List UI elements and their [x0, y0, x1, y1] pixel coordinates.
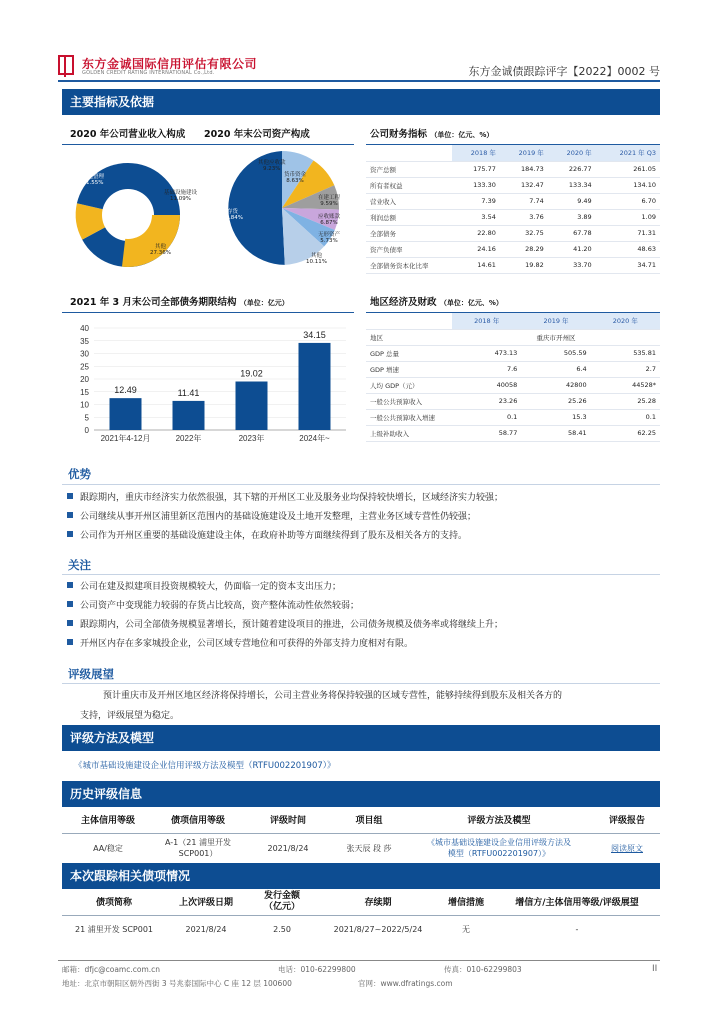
revenue-label-land: 土地整理 61.55% — [82, 174, 105, 187]
assets-label-cash: 货币资金 8.63% — [284, 172, 307, 185]
concern-item: 跟踪期内，公司全部债务规模显著增长，预计随着建设项目的推进，公司债务规模及债务率或将继续上升； — [80, 617, 503, 630]
section-method: 评级方法及模型 — [62, 725, 660, 751]
advantage-item: 跟踪期内，重庆市经济实力依然很强，其下辖的开州区工业及服务业均保持较快增长，区域经济实力较强； — [80, 490, 503, 503]
table-row: 人均 GDP（元） 40058 42800 44528* — [366, 377, 660, 393]
region-table: 2018 年 2019 年 2020 年 地区 重庆市开州区 GDP 总量 473.13 505.59 535.81 GDP 增速 7.6 6.4 2.7 人均 GDP（元） 40058 42800 44528* 一般公共预算收入 23.26 25.26 25.28 一般公共预算收入增速 0.1 15.3 0.1 上级补助收入 58.77 58.41 62.25 — [366, 313, 660, 442]
report-number: 东方金诚债跟踪评字【2022】0002 号 — [468, 65, 660, 78]
table-row: 一般公共预算收入 23.26 25.26 25.28 — [366, 393, 660, 409]
y-tick-label: 40 — [80, 324, 89, 333]
read-report-link[interactable]: 阅读原文 — [611, 843, 643, 853]
footer-email: 邮箱：dfjc@coamc.com.cn — [62, 965, 161, 974]
bar — [236, 381, 268, 430]
concern-item: 公司资产中变现能力较弱的存货占比较高，资产整体流动性依然较弱； — [80, 598, 359, 611]
y-tick-label: 30 — [80, 349, 89, 359]
y-tick-label: 10 — [80, 400, 89, 410]
revenue-label-other: 其他 27.36% — [150, 244, 171, 257]
debt-panel-line — [62, 312, 354, 313]
advantages-line — [62, 484, 660, 485]
assets-label-receivable: 应收账款 6.87% — [318, 214, 341, 227]
assets-label-other-recv: 其他应收款 9.23% — [258, 160, 286, 173]
table-row: 全部债务 22.80 32.75 67.78 71.31 — [366, 225, 660, 241]
outlook-heading: 评级展望 — [68, 667, 114, 681]
pie-panel-line — [62, 144, 354, 145]
concerns-heading: 关注 — [68, 558, 91, 572]
company-logo-icon — [58, 55, 74, 75]
x-tick-label: 2022年 — [175, 434, 202, 443]
advantage-item: 公司继续从事开州区浦里新区范围内的基础设施建设及土地开发整理，主营业务区域专营性仍较强； — [80, 509, 476, 522]
fin-table: 2018 年 2019 年 2020 年 2021 年 Q3 资产总额 175.77 184.73 226.77 261.05 所有者权益 133.30 132.47 133.34 134.10 营业收入 7.39 7.74 9.49 6.70 利润总额 3.54 3.76 3.89 1.09 全部债务 22.80 32.75 67.78 71.31 资产负债率 24.16 28.29 41.20 48.63 全部债务资本化比率 14.61 19.82 33.70 34.71 — [366, 145, 660, 274]
bonds-table: 债项简称 上次评级日期 发行金额 （亿元） 存续期 增信措施 增信方/主体信用等级/评级展望 21 浦里开发 SCP001 2021/8/24 2.50 2021/8/27~2022/5/24 无 - — [62, 889, 660, 943]
table-row: 上级补助收入 58.77 58.41 62.25 — [366, 425, 660, 441]
x-tick-label: 2023年 — [238, 434, 265, 443]
assets-label-inventory: 存货 49.84% — [222, 209, 243, 222]
y-tick-label: 20 — [80, 375, 89, 384]
footer-fax: 传真：010-62299803 — [444, 965, 522, 974]
table-row: 21 浦里开发 SCP001 2021/8/24 2.50 2021/8/27~2022/5/24 无 - — [74, 924, 579, 934]
debt-chart-title: 2021 年 3 月末公司全部债务期限结构 （单位：亿元） — [70, 297, 289, 308]
outlook-text-1: 预计重庆市及开州区地区经济将保持增长，公司主营业务将保持较强的区域专营性，能够持续得到股东及相关各方的 — [103, 691, 563, 701]
table-row: 资产总额 175.77 184.73 226.77 261.05 — [366, 161, 660, 177]
y-tick-label: 15 — [80, 387, 89, 397]
table-row: AA/稳定 A-1（21 浦里开发 SCP001） 2021/8/24 张天辰 段 莎 《城市基础设施建设企业信用评级方法及 模型（RTFU002201907）》 阅读原文 — [93, 838, 643, 859]
history-table: 主体信用等级 债项信用等级 评级时间 项目组 评级方法及模型 评级报告 AA/稳定 A-1（21 浦里开发 SCP001） 2021/8/24 张天辰 段 莎 《城市基础设施建设企业信用评级方法及 模型（RTFU002201907）》 阅读原文 — [62, 807, 660, 863]
concern-item: 公司在建及拟建项目投资规模较大，仍面临一定的资本支出压力； — [80, 579, 341, 592]
outlook-line — [62, 683, 660, 684]
table-row: 资产负债率 24.16 28.29 41.20 48.63 — [366, 241, 660, 257]
assets-label-other: 其他 10.11% — [306, 253, 327, 266]
table-row: GDP 总量 473.13 505.59 535.81 — [366, 345, 660, 361]
x-tick-label: 2024年~ — [299, 434, 330, 443]
bar — [299, 343, 331, 430]
footer-address: 地址：北京市朝阳区朝外西街 3 号兆泰国际中心 C 座 12 层 100600 — [62, 979, 292, 988]
x-tick-label: 2021年4-12月 — [100, 434, 151, 443]
advantages-heading: 优势 — [68, 467, 91, 481]
table-row: 营业收入 7.39 7.74 9.49 6.70 — [366, 193, 660, 209]
y-tick-label: 25 — [80, 362, 89, 372]
y-tick-label: 0 — [84, 426, 89, 435]
bar-value-label: 19.02 — [240, 368, 263, 379]
table-row: 利润总额 3.54 3.76 3.89 1.09 — [366, 209, 660, 225]
advantage-item: 公司作为开州区重要的基础设施建设主体，在政府补助等方面继续得到了股东及相关各方的支持。 — [80, 528, 467, 541]
table-row: 一般公共预算收入增速 0.1 15.3 0.1 — [366, 409, 660, 425]
fin-table-title: 公司财务指标 （单位：亿元、%） — [370, 129, 494, 140]
bar-value-label: 34.15 — [303, 329, 326, 340]
outlook-text-2: 支持，评级展望为稳定。 — [80, 711, 180, 721]
assets-label-construction: 在建工程 9.59% — [318, 195, 341, 208]
section-key-indicators: 主要指标及依据 — [62, 89, 660, 115]
footer-phone: 电话：010-62299800 — [278, 965, 356, 974]
page-number: II — [652, 964, 658, 974]
table-row: 地区 重庆市开州区 — [366, 329, 660, 345]
company-name-en: GOLDEN CREDIT RATING INTERNATIONAL Co.,Ltd. — [82, 70, 215, 76]
region-table-title: 地区经济及财政 （单位：亿元、%） — [370, 297, 503, 308]
table-row: 全部债务资本化比率 14.61 19.82 33.70 34.71 — [366, 257, 660, 273]
revenue-label-infra: 基础设施建设 11.09% — [164, 190, 198, 203]
concern-item: 开州区内存在多家城投企业，公司区域专营地位和可获得的外部支持力度相对有限。 — [80, 636, 413, 649]
table-row: 所有者权益 133.30 132.47 133.34 134.10 — [366, 177, 660, 193]
header-divider — [58, 80, 660, 82]
footer-divider — [58, 960, 660, 961]
bar-value-label: 12.49 — [114, 385, 137, 396]
assets-label-intangible: 无形资产 5.73% — [318, 232, 341, 245]
company-name: 东方金诚国际信用评估有限公司 — [82, 57, 258, 71]
bar — [110, 398, 142, 430]
section-history: 历史评级信息 — [62, 781, 660, 807]
revenue-pie-title: 2020 年公司营业收入构成 — [70, 129, 186, 140]
bar-value-label: 11.41 — [177, 387, 200, 398]
y-tick-label: 35 — [80, 336, 89, 346]
y-tick-label: 5 — [84, 413, 89, 423]
table-row: GDP 增速 7.6 6.4 2.7 — [366, 361, 660, 377]
method-link[interactable]: 《城市基础设施建设企业信用评级方法及模型（RTFU002201907）》 — [74, 761, 336, 771]
concerns-line — [62, 574, 660, 575]
assets-pie-title: 2020 年末公司资产构成 — [204, 129, 310, 140]
section-bonds: 本次跟踪相关债项情况 — [62, 863, 660, 889]
bar — [173, 401, 205, 430]
footer-website: 官网：www.dfratings.com — [358, 979, 453, 988]
debt-bar-chart — [62, 318, 354, 448]
